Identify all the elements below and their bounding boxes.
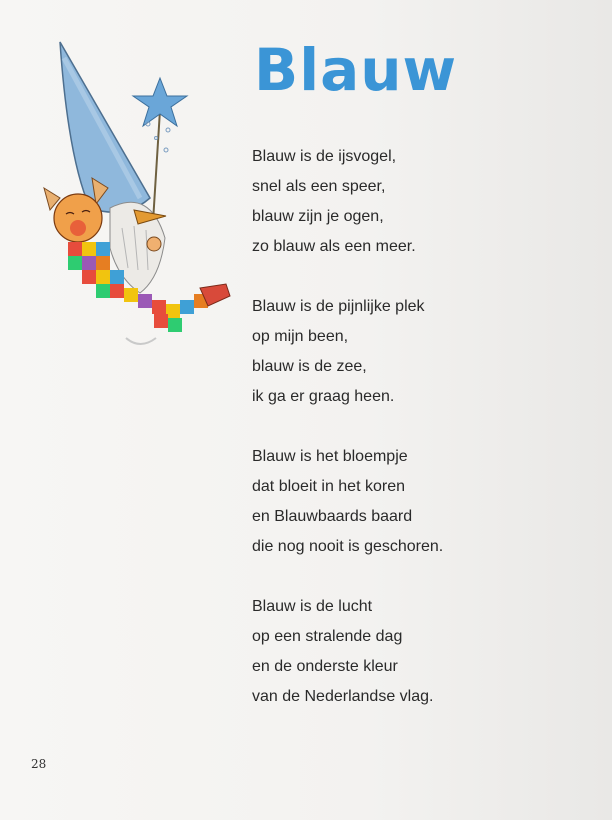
poem-line: blauw is de zee,	[252, 358, 367, 375]
poem-line: Blauw is de pijnlijke plek	[252, 298, 425, 315]
poem-line: en de onderste kleur	[252, 658, 398, 675]
poem-line: ik ga er graag heen.	[252, 388, 395, 405]
stanza-4	[252, 592, 443, 712]
poem-line: die nog nooit is geschoren.	[252, 538, 444, 555]
poem-line: van de Nederlandse vlag.	[252, 688, 434, 705]
poem-line: en Blauwbaards baard	[252, 508, 413, 525]
poem-body	[252, 142, 443, 742]
poem-line: blauw zijn je ogen,	[252, 208, 384, 225]
poem-line: snel als een speer,	[252, 178, 386, 195]
poem-line: zo blauw als een meer.	[252, 238, 416, 255]
poem-line: Blauw is het bloempje	[252, 448, 408, 465]
wizard-gnome-illustration	[30, 38, 240, 358]
stanza-3	[252, 442, 443, 562]
page-number: 28	[31, 757, 47, 771]
poem-line: op mijn been,	[252, 328, 349, 345]
poem-line: Blauw is de ijsvogel,	[252, 148, 397, 165]
poem-line: dat bloeit in het koren	[252, 478, 405, 495]
stanza-2	[252, 292, 443, 412]
poem-line: op een stralende dag	[252, 628, 403, 645]
poem-title: Blauw	[254, 36, 458, 104]
poem-line: Blauw is de lucht	[252, 598, 373, 615]
stanza-1	[252, 142, 443, 262]
